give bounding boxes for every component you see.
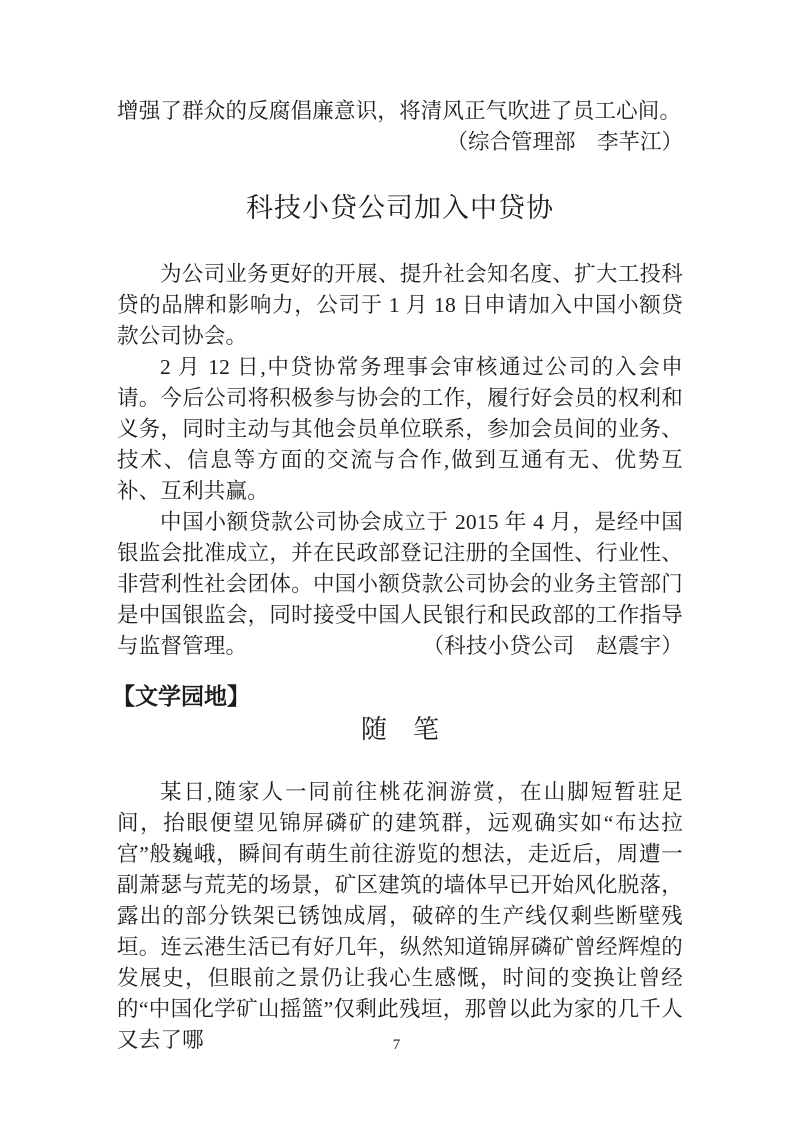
article1-paragraph-3 (117, 507, 683, 662)
page-body (112, 96, 683, 1056)
author-signature-2: （科技小贷公司 赵震宇） (422, 634, 683, 658)
author-signature-1: （综合管理部 李芊江） (446, 130, 683, 154)
page-number: 7 (392, 1037, 401, 1053)
continued-paragraph: 增强了群众的反腐倡廉意识，将清风正气吹进了员工心间。 (117, 99, 682, 123)
article1-paragraph-1: 为公司业务更好的开展、提升社会知名度、扩大工投科贷的品牌和影响力，公司于 1 月 18 日申请加入中国小额贷款公司协会。 (117, 262, 683, 348)
article-title-loan-association: 科技小贷公司加入中贷协 (246, 193, 554, 223)
essay-paragraph-1: 某日,随家人一同前往桃花涧游赏，在山脚短暂驻足间，抬眼便望见锦屏磷矿的建筑群，远观确实如“布达拉宫”般巍峨，瞬间有萌生前往游览的想法，走近后，周遭一副萧瑟与荒芜的场景，矿区建筑的墙体早已开始风化脱落，露出的部分铁架已锈蚀成屑，破碎的生产线仅剩些断壁残垣。连云港生活已有好几年，纵然知道锦屏磷矿曾经辉煌的发展史，但眼前之景仍让我心生感慨，时间的变换让曾经的“中国化学矿山摇篮”仅剩此残垣，那曾以此为家的几千人又去了哪 (117, 780, 683, 1052)
article1-paragraph-2: 2 月 12 日,中贷协常务理事会审核通过公司的入会申请。今后公司将积极参与协会的工作，履行好会员的权利和义务，同时主动与其他会员单位联系，参加会员间的业务、技术、信息等方面的交流与合作,做到互通有无、优势互补、互利共赢。 (117, 355, 683, 503)
article1-paragraph-3-text: 中国小额贷款公司协会成立于 2015 年 4 月，是经中国银监会批准成立，并在民政部登记注册的全国性、行业性、非营利性社会团体。中国小额贷款公司协会的业务主管部门是中国银监会，同时接受中国人民银行和民政部的工作指导与监督管理。 (117, 510, 683, 658)
section-header-literature-corner: 【文学园地】 (112, 684, 250, 709)
essay-title: 随 笔 (360, 714, 439, 744)
